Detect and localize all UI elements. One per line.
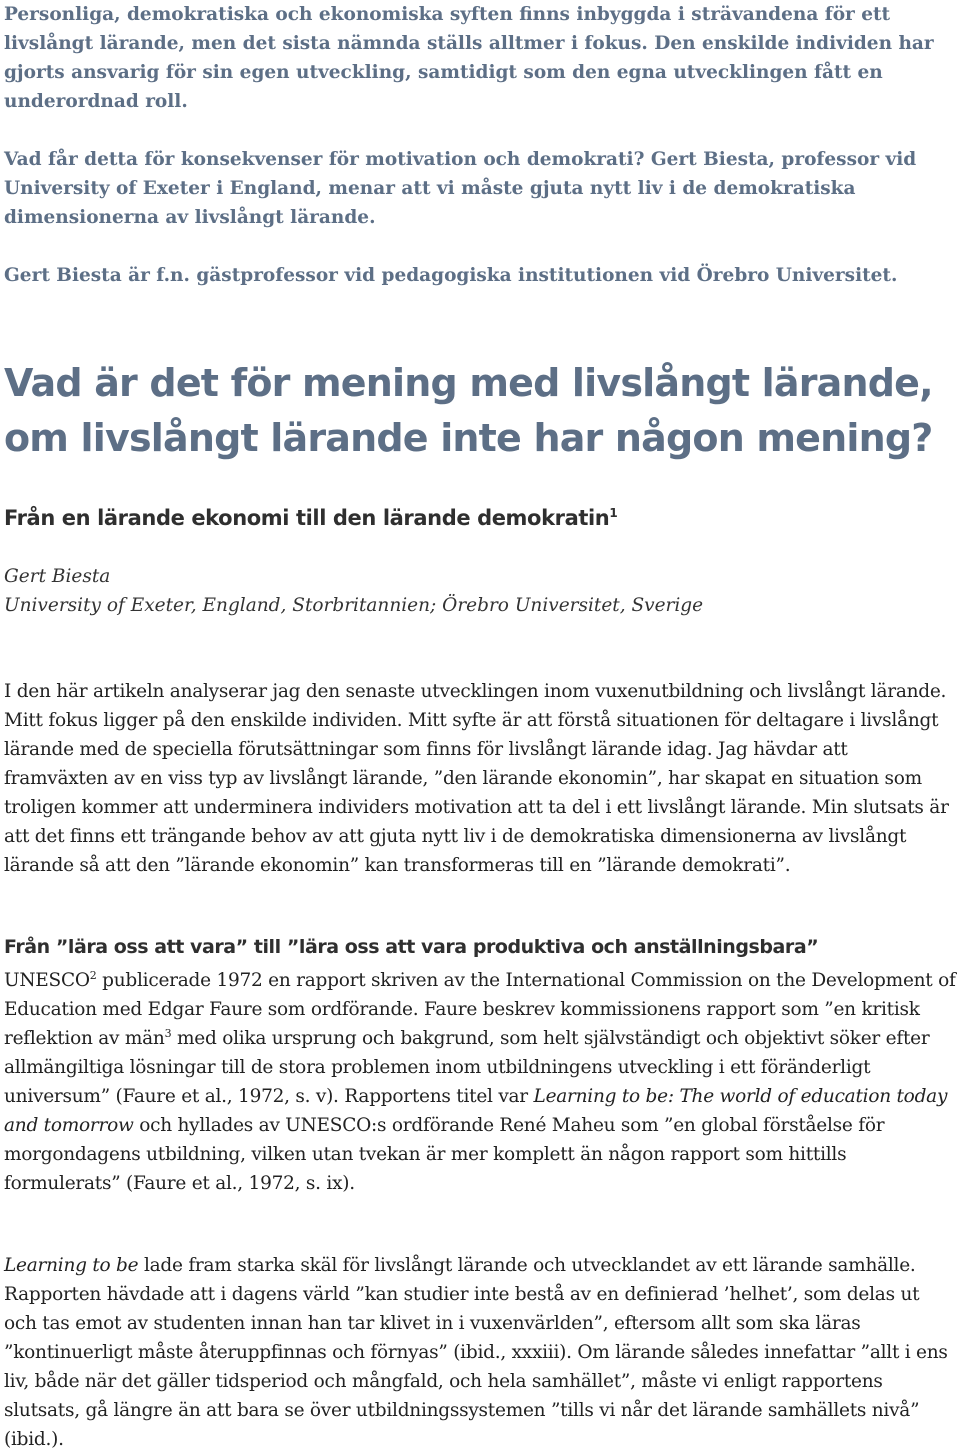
section-2-italic-title: Learning to be <box>4 1255 139 1276</box>
abstract <box>4 677 956 880</box>
section-1-text-part-1: UNESCO <box>4 970 90 991</box>
section-1-text-part-4: och hyllades av UNESCO:s ordförande René Maheu som ”en global förståelse för morgondagens utbildning, vilken utan tvekan är mer komplett än någon rapport som hittills formulerats” (Faure et al., 1972, s. ix). <box>4 1115 885 1194</box>
section-1-text-part-2: publicerade 1972 en rapport skriven av the International Commission on the Development of Education med Edgar Faure som ordförande. Faure beskrev kommissionens rapport som ”en kritisk reflektion av män <box>4 970 956 1049</box>
section-1-paragraph <box>4 966 956 1198</box>
section-2-text: lade fram starka skäl för livslångt lärande och utvecklandet av ett lärande samhälle. Rapporten hävdade att i dagens värld ”kan studier inte bestå av en definierad ’helhet’, som delas ut och tas emot av studenten innan han tar klivet in i vuxenvärlden”, eftersom allt som ska läras ”kontinuerligt måste återuppfinnas och förnyas” (ibid., xxxiii). Om lärande således innefattar ”allt i ens liv, både när det gäller tidsperiod och mångfald, och hela samhället”, måste vi enligt rapportens slutsats, gå längre än att bara se över utbildningssystemen ”tills vi når det lärande samhällets nivå” (ibid.). <box>4 1255 948 1450</box>
intro-paragraph-2: Vad får detta för konsekvenser för motivation och demokrati? Gert Biesta, professor vid University of Exeter i England, menar att vi måste gjuta nytt liv i de demokratiska dimensionerna av livslångt lärande. <box>4 149 917 228</box>
article-subtitle-text: Från en lärande ekonomi till den lärande demokratin <box>4 506 610 530</box>
article-title <box>4 356 956 466</box>
section-2-body <box>4 1251 956 1454</box>
intro-paragraph-3: Gert Biesta är f.n. gästprofessor vid pedagogiska institutionen vid Örebro Universitet. <box>4 265 898 286</box>
footnote-marker-2: 2 <box>89 968 97 982</box>
section-1-text-part-3: med olika ursprung och bakgrund, som helt självständigt och objektivt söker efter allmängiltiga lösningar till de stora problemen inom utbildningens utveckling i ett föränderligt universum” (Faure et al., 1972, s. v). Rapportens titel var <box>4 1028 930 1107</box>
author-name: Gert Biesta <box>4 566 111 587</box>
section-1-body <box>4 966 956 1198</box>
intro-paragraph-1: Personliga, demokratiska och ekonomiska syften finns inbyggda i strävandena för ett livslångt lärande, men det sista nämnda ställs alltmer i fokus. Den enskilde individen har gjorts ansvarig för sin egen utveckling, samtidigt som den egna utvecklingen fått en underordnad roll. <box>4 4 934 112</box>
intro <box>4 0 956 290</box>
author-affiliation: University of Exeter, England, Storbritannien; Örebro Universitet, Sverige <box>4 595 704 616</box>
section-2-paragraph <box>4 1251 956 1454</box>
article-title-line-1: Vad är det för mening med livslångt lärande, <box>4 361 933 405</box>
subtitle-footnote-marker: 1 <box>609 506 618 520</box>
author-block <box>4 562 703 620</box>
abstract-paragraph: I den här artikeln analyserar jag den senaste utvecklingen inom vuxenutbildning och livslångt lärande. Mitt fokus ligger på den enskilde individen. Mitt syfte är att förstå situationen för deltagare i livslångt lärande med de speciella förutsättningar som finns för livslångt lärande idag. Jag hävdar att framväxten av en viss typ av livslångt lärande, ”den lärande ekonomin”, har skapat en situation som troligen kommer att underminera individers motivation att ta del i ett livslångt lärande. Min slutsats är att det finns ett trängande behov av att gjuta nytt liv i de demokratiska dimensionerna av livslångt lärande så att den ”lärande ekonomin” kan transformeras till en ”lärande demokrati”. <box>4 681 949 876</box>
footnote-marker-3: 3 <box>164 1026 172 1040</box>
article-title-line-2: om livslångt lärande inte har någon mening? <box>4 416 933 460</box>
report-title: Learning to be: The world of education today and tomorrow <box>4 1086 948 1136</box>
section-heading: Från ”lära oss att vara” till ”lära oss att vara produktiva och anställningsbara” <box>4 936 819 958</box>
article-subtitle <box>4 502 617 534</box>
page <box>4 0 956 1450</box>
